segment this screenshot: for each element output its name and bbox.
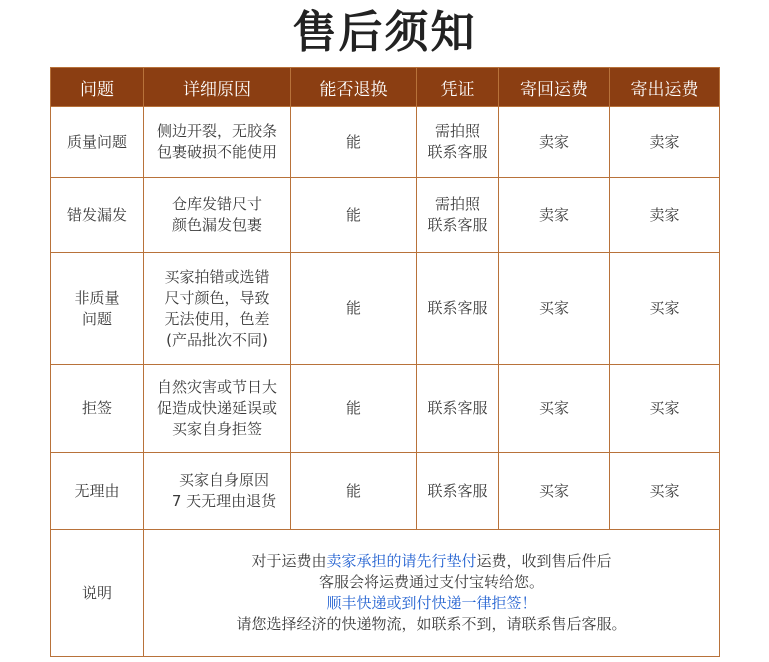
outbound-shipping-cell: 买家 [610, 365, 720, 453]
problem-cell [51, 107, 144, 178]
proof-line: 联系客服 [427, 216, 488, 234]
proof-cell [417, 178, 499, 253]
outbound-shipping-cell: 买家 [610, 253, 720, 365]
reason-cell [144, 253, 291, 365]
table-row [51, 253, 720, 365]
problem-text: 质量问题 [66, 132, 127, 151]
header-return-shipping: 寄回运费 [499, 68, 610, 107]
problem-text: 问题 [81, 309, 112, 328]
outbound-shipping-cell: 卖家 [610, 107, 720, 178]
reason-cell [144, 365, 291, 453]
notes-row [51, 530, 720, 657]
reason-cell [144, 178, 291, 253]
reason-line: 7 天无理由退货 [171, 492, 277, 510]
header-returnable: 能否退换 [291, 68, 417, 107]
proof-cell [417, 107, 499, 178]
reason-line: 买家自身原因 [178, 471, 269, 489]
note-line-1-part-c: 运费，收到售后件后 [476, 552, 612, 570]
proof-cell [417, 365, 499, 453]
returnable-cell: 能 [291, 107, 417, 178]
note-line-1 [144, 551, 719, 572]
reason-line: 仓库发错尺寸 [171, 195, 262, 213]
return-shipping-cell: 卖家 [499, 178, 610, 253]
problem-cell [51, 178, 144, 253]
reason-cell [144, 453, 291, 530]
returnable-cell: 能 [291, 453, 417, 530]
return-shipping-cell: 买家 [499, 365, 610, 453]
reason-line: 侧边开裂，无胶条 [156, 122, 277, 140]
return-shipping-cell: 买家 [499, 253, 610, 365]
problem-cell [51, 365, 144, 453]
table-row [51, 178, 720, 253]
reason-line: 颜色漏发包裹 [171, 216, 262, 234]
proof-line: 联系客服 [427, 299, 488, 317]
outbound-shipping-cell: 买家 [610, 453, 720, 530]
note-line-3: 顺丰快递或到付快递一律拒签！ [326, 594, 537, 612]
returnable-cell: 能 [291, 178, 417, 253]
note-line-4: 请您选择经济的快递物流，如联系不到，请联系售后客服。 [236, 615, 627, 633]
proof-cell [417, 453, 499, 530]
problem-text: 拒签 [81, 399, 112, 417]
proof-cell [417, 253, 499, 365]
outbound-shipping-cell: 卖家 [610, 178, 720, 253]
table-row [51, 365, 720, 453]
proof-line: 联系客服 [427, 143, 488, 161]
proof-line: 联系客服 [427, 481, 488, 500]
problem-cell [51, 453, 144, 530]
note-line-2: 客服会将运费通过支付宝转给您。 [318, 573, 544, 591]
proof-line: 需拍照 [434, 122, 480, 140]
after-sales-table [50, 67, 720, 657]
problem-text: 无理由 [74, 481, 120, 500]
reason-line: 无法使用，色差 [164, 309, 270, 328]
header-problem: 问题 [51, 68, 144, 107]
return-shipping-cell: 买家 [499, 453, 610, 530]
table-row [51, 453, 720, 530]
reason-line: 尺寸颜色，导致 [164, 288, 270, 307]
notes-cell [144, 530, 720, 657]
problem-text: 错发漏发 [66, 205, 127, 224]
problem-text: 非质量 [74, 288, 120, 307]
reason-line: 买家自身拒签 [171, 420, 262, 438]
note-line-1-part-a: 对于运费由 [251, 552, 327, 570]
proof-line: 联系客服 [427, 399, 488, 417]
page-title: 售后须知 [292, 7, 477, 58]
table-row [51, 107, 720, 178]
reason-line: 买家拍错或选错 [164, 267, 270, 286]
reason-line: (产品批次不同) [166, 330, 268, 349]
return-shipping-cell: 卖家 [499, 107, 610, 178]
header-outbound-shipping: 寄出运费 [610, 68, 720, 107]
table-header-row [51, 68, 720, 107]
header-reason: 详细原因 [144, 68, 291, 107]
reason-line: 包裹破损不能使用 [156, 143, 277, 161]
notes-label: 说明 [51, 530, 144, 657]
proof-line: 需拍照 [434, 195, 480, 213]
returnable-cell: 能 [291, 253, 417, 365]
reason-line: 促造成快递延误或 [156, 399, 277, 417]
problem-cell [51, 253, 144, 365]
returnable-cell: 能 [291, 365, 417, 453]
note-line-1-highlight: 卖家承担的请先行垫付 [326, 552, 477, 570]
header-proof: 凭证 [417, 68, 499, 107]
reason-line: 自然灾害或节日大 [156, 378, 277, 396]
reason-cell [144, 107, 291, 178]
